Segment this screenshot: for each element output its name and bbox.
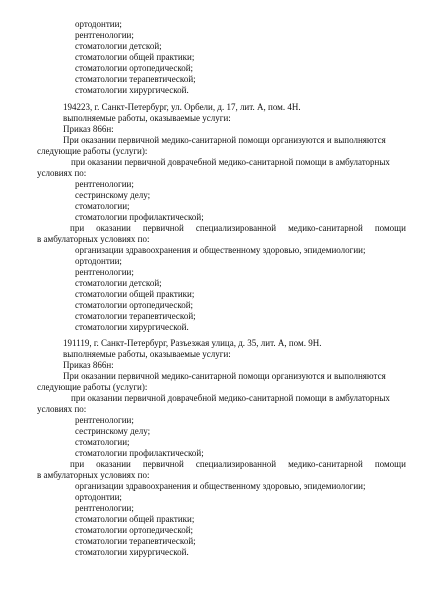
list-item: стоматологии хирургической. [75, 85, 189, 95]
list-item: стоматологии профилактической; [75, 448, 204, 458]
works-intro: выполняемые работы, оказываемые услуги: [63, 349, 231, 359]
order-line: Приказ 866н: [63, 360, 114, 370]
word: специализированной [195, 223, 277, 233]
paragraph-line: условиях по: [37, 168, 87, 178]
paragraph-line: следующие работы (услуги): [37, 146, 148, 156]
list-item: стоматологии профилактической; [75, 212, 204, 222]
word: оказании [96, 459, 131, 469]
word: медико-санитарной [288, 459, 363, 469]
word: помощи [374, 459, 406, 469]
address-line: 194223, г. Санкт-Петербург, ул. Орбели, д. 17, лит. А, пом. 4Н. [63, 102, 301, 112]
list-item: рентгенологии; [75, 267, 134, 277]
word: первичной [142, 459, 184, 469]
paragraph-line [70, 223, 406, 233]
paragraph-line: при оказании первичной доврачебной медико-санитарной помощи в амбулаторных [71, 393, 390, 403]
list-item: стоматологии общей практики; [75, 289, 195, 299]
list-item: рентгенологии; [75, 30, 134, 40]
paragraph-line [70, 459, 406, 469]
word: медико-санитарной [288, 223, 363, 233]
list-item: стоматологии терапевтической; [75, 74, 196, 84]
paragraph-line: в амбулаторных условиях по: [37, 234, 150, 244]
list-item: организации здравоохранения и общественному здоровью, эпидемиологии; [75, 481, 366, 491]
list-item: рентгенологии; [75, 415, 134, 425]
list-item: ортодонтии; [75, 256, 122, 266]
paragraph-line: При оказании первичной медико-санитарной помощи организуются и выполняются [63, 135, 386, 145]
list-item: стоматологии детской; [75, 41, 162, 51]
list-item: сестринскому делу; [75, 190, 151, 200]
paragraph-line: следующие работы (услуги): [37, 382, 148, 392]
word: первичной [142, 223, 184, 233]
list-item: рентгенологии; [75, 503, 134, 513]
paragraph-line: в амбулаторных условиях по: [37, 470, 150, 480]
list-item: ортодонтии; [75, 492, 122, 502]
order-line: Приказ 866н: [63, 124, 114, 134]
list-item: сестринскому делу; [75, 426, 151, 436]
list-item: стоматологии общей практики; [75, 52, 195, 62]
list-item: стоматологии ортопедической; [75, 300, 194, 310]
works-intro: выполняемые работы, оказываемые услуги: [63, 113, 231, 123]
list-item: стоматологии ортопедической; [75, 525, 194, 535]
address-line: 191119, г. Санкт-Петербург, Разъезжая улица, д. 35, лит. А, пом. 9Н. [63, 338, 322, 348]
list-item: рентгенологии; [75, 179, 134, 189]
list-item: стоматологии терапевтической; [75, 311, 196, 321]
list-item: стоматологии ортопедической; [75, 63, 194, 73]
paragraph-line: при оказании первичной доврачебной медико-санитарной помощи в амбулаторных [71, 157, 390, 167]
word: при [70, 223, 85, 233]
list-item: ортодонтии; [75, 19, 122, 29]
word: специализированной [195, 459, 277, 469]
list-item: стоматологии хирургической. [75, 322, 189, 332]
word: оказании [96, 223, 131, 233]
list-item: стоматологии общей практики; [75, 514, 195, 524]
word: помощи [374, 223, 406, 233]
list-item: стоматологии детской; [75, 278, 162, 288]
list-item: стоматологии; [75, 437, 130, 447]
paragraph-line: условиях по: [37, 404, 87, 414]
paragraph-line: При оказании первичной медико-санитарной помощи организуются и выполняются [63, 371, 386, 381]
list-item: стоматологии терапевтической; [75, 536, 196, 546]
list-item: организации здравоохранения и общественному здоровью, эпидемиологии; [75, 245, 366, 255]
list-item: стоматологии; [75, 201, 130, 211]
word: при [70, 459, 85, 469]
list-item: стоматологии хирургической. [75, 547, 189, 557]
